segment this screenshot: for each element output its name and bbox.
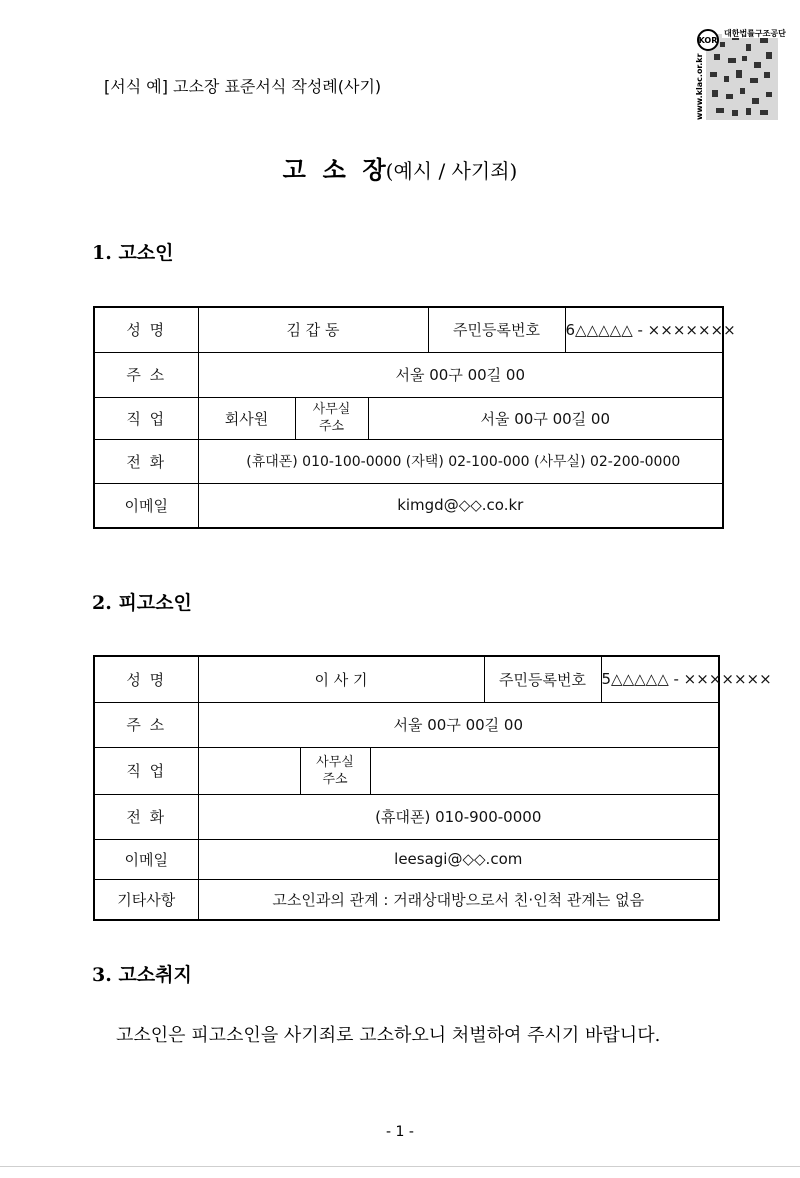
rrn-label: 주민등록번호 [428, 307, 565, 352]
qr-url-text: www.klac.or.kr [695, 53, 704, 120]
qr-code-stamp [694, 28, 786, 122]
address-value: 서울 00구 00길 00 [198, 352, 723, 397]
job-label: 직 업 [94, 397, 198, 439]
rrn-value: 6△△△△△ - ××××××× [565, 307, 723, 352]
section-purpose-heading: 3. 고소취지 [92, 964, 192, 986]
address-label: 주 소 [94, 352, 198, 397]
phone-label: 전 화 [94, 439, 198, 483]
form-note: [서식 예] 고소장 표준서식 작성례(사기) [104, 77, 382, 96]
name-label: 성 명 [94, 307, 198, 352]
job-label: 직 업 [94, 747, 198, 794]
page-divider [0, 1166, 800, 1167]
title-main: 고 소 장 [282, 155, 386, 184]
office-address-value [370, 747, 719, 794]
email-label: 이메일 [94, 839, 198, 879]
document-title [0, 150, 800, 185]
office-address-value: 서울 00구 00길 00 [368, 397, 723, 439]
phone-label: 전 화 [94, 794, 198, 839]
email-label: 이메일 [94, 483, 198, 528]
org-name-text: 대한법률구조공단 [724, 29, 786, 38]
qr-pattern [706, 34, 778, 120]
office-label: 사무실 주소 [300, 747, 370, 794]
purpose-paragraph: 고소인은 피고소인을 사기죄로 고소하오니 처벌하여 주시기 바랍니다. [116, 1025, 661, 1046]
office-label: 사무실 주소 [295, 397, 368, 439]
job-value: 회사원 [198, 397, 295, 439]
address-label: 주 소 [94, 702, 198, 747]
etc-label: 기타사항 [94, 879, 198, 920]
etc-value: 고소인과의 관계 : 거래상대방으로서 친·인척 관계는 없음 [198, 879, 719, 920]
address-value: 서울 00구 00길 00 [198, 702, 719, 747]
job-value [198, 747, 300, 794]
phone-value: (휴대폰) 010-100-0000 (자택) 02-100-000 (사무실) 02-200-0000 [198, 439, 723, 483]
title-sub: (예시 / 사기죄) [385, 159, 518, 183]
kor-logo-text: KOR [698, 36, 718, 45]
name-value: 김 갑 동 [198, 307, 428, 352]
complainant-table [93, 306, 736, 529]
email-value: kimgd@◇◇.co.kr [198, 483, 723, 528]
section-complainant-heading: 1. 고소인 [92, 242, 174, 264]
email-value: leesagi@◇◇.com [198, 839, 719, 879]
rrn-value: 5△△△△△ - ××××××× [601, 656, 719, 702]
rrn-label: 주민등록번호 [484, 656, 601, 702]
phone-value: (휴대폰) 010-900-0000 [198, 794, 719, 839]
section-accused-heading: 2. 피고소인 [92, 592, 192, 614]
name-label: 성 명 [94, 656, 198, 702]
name-value: 이 사 기 [198, 656, 484, 702]
accused-table [93, 655, 772, 921]
page-number: - 1 - [386, 1124, 414, 1140]
